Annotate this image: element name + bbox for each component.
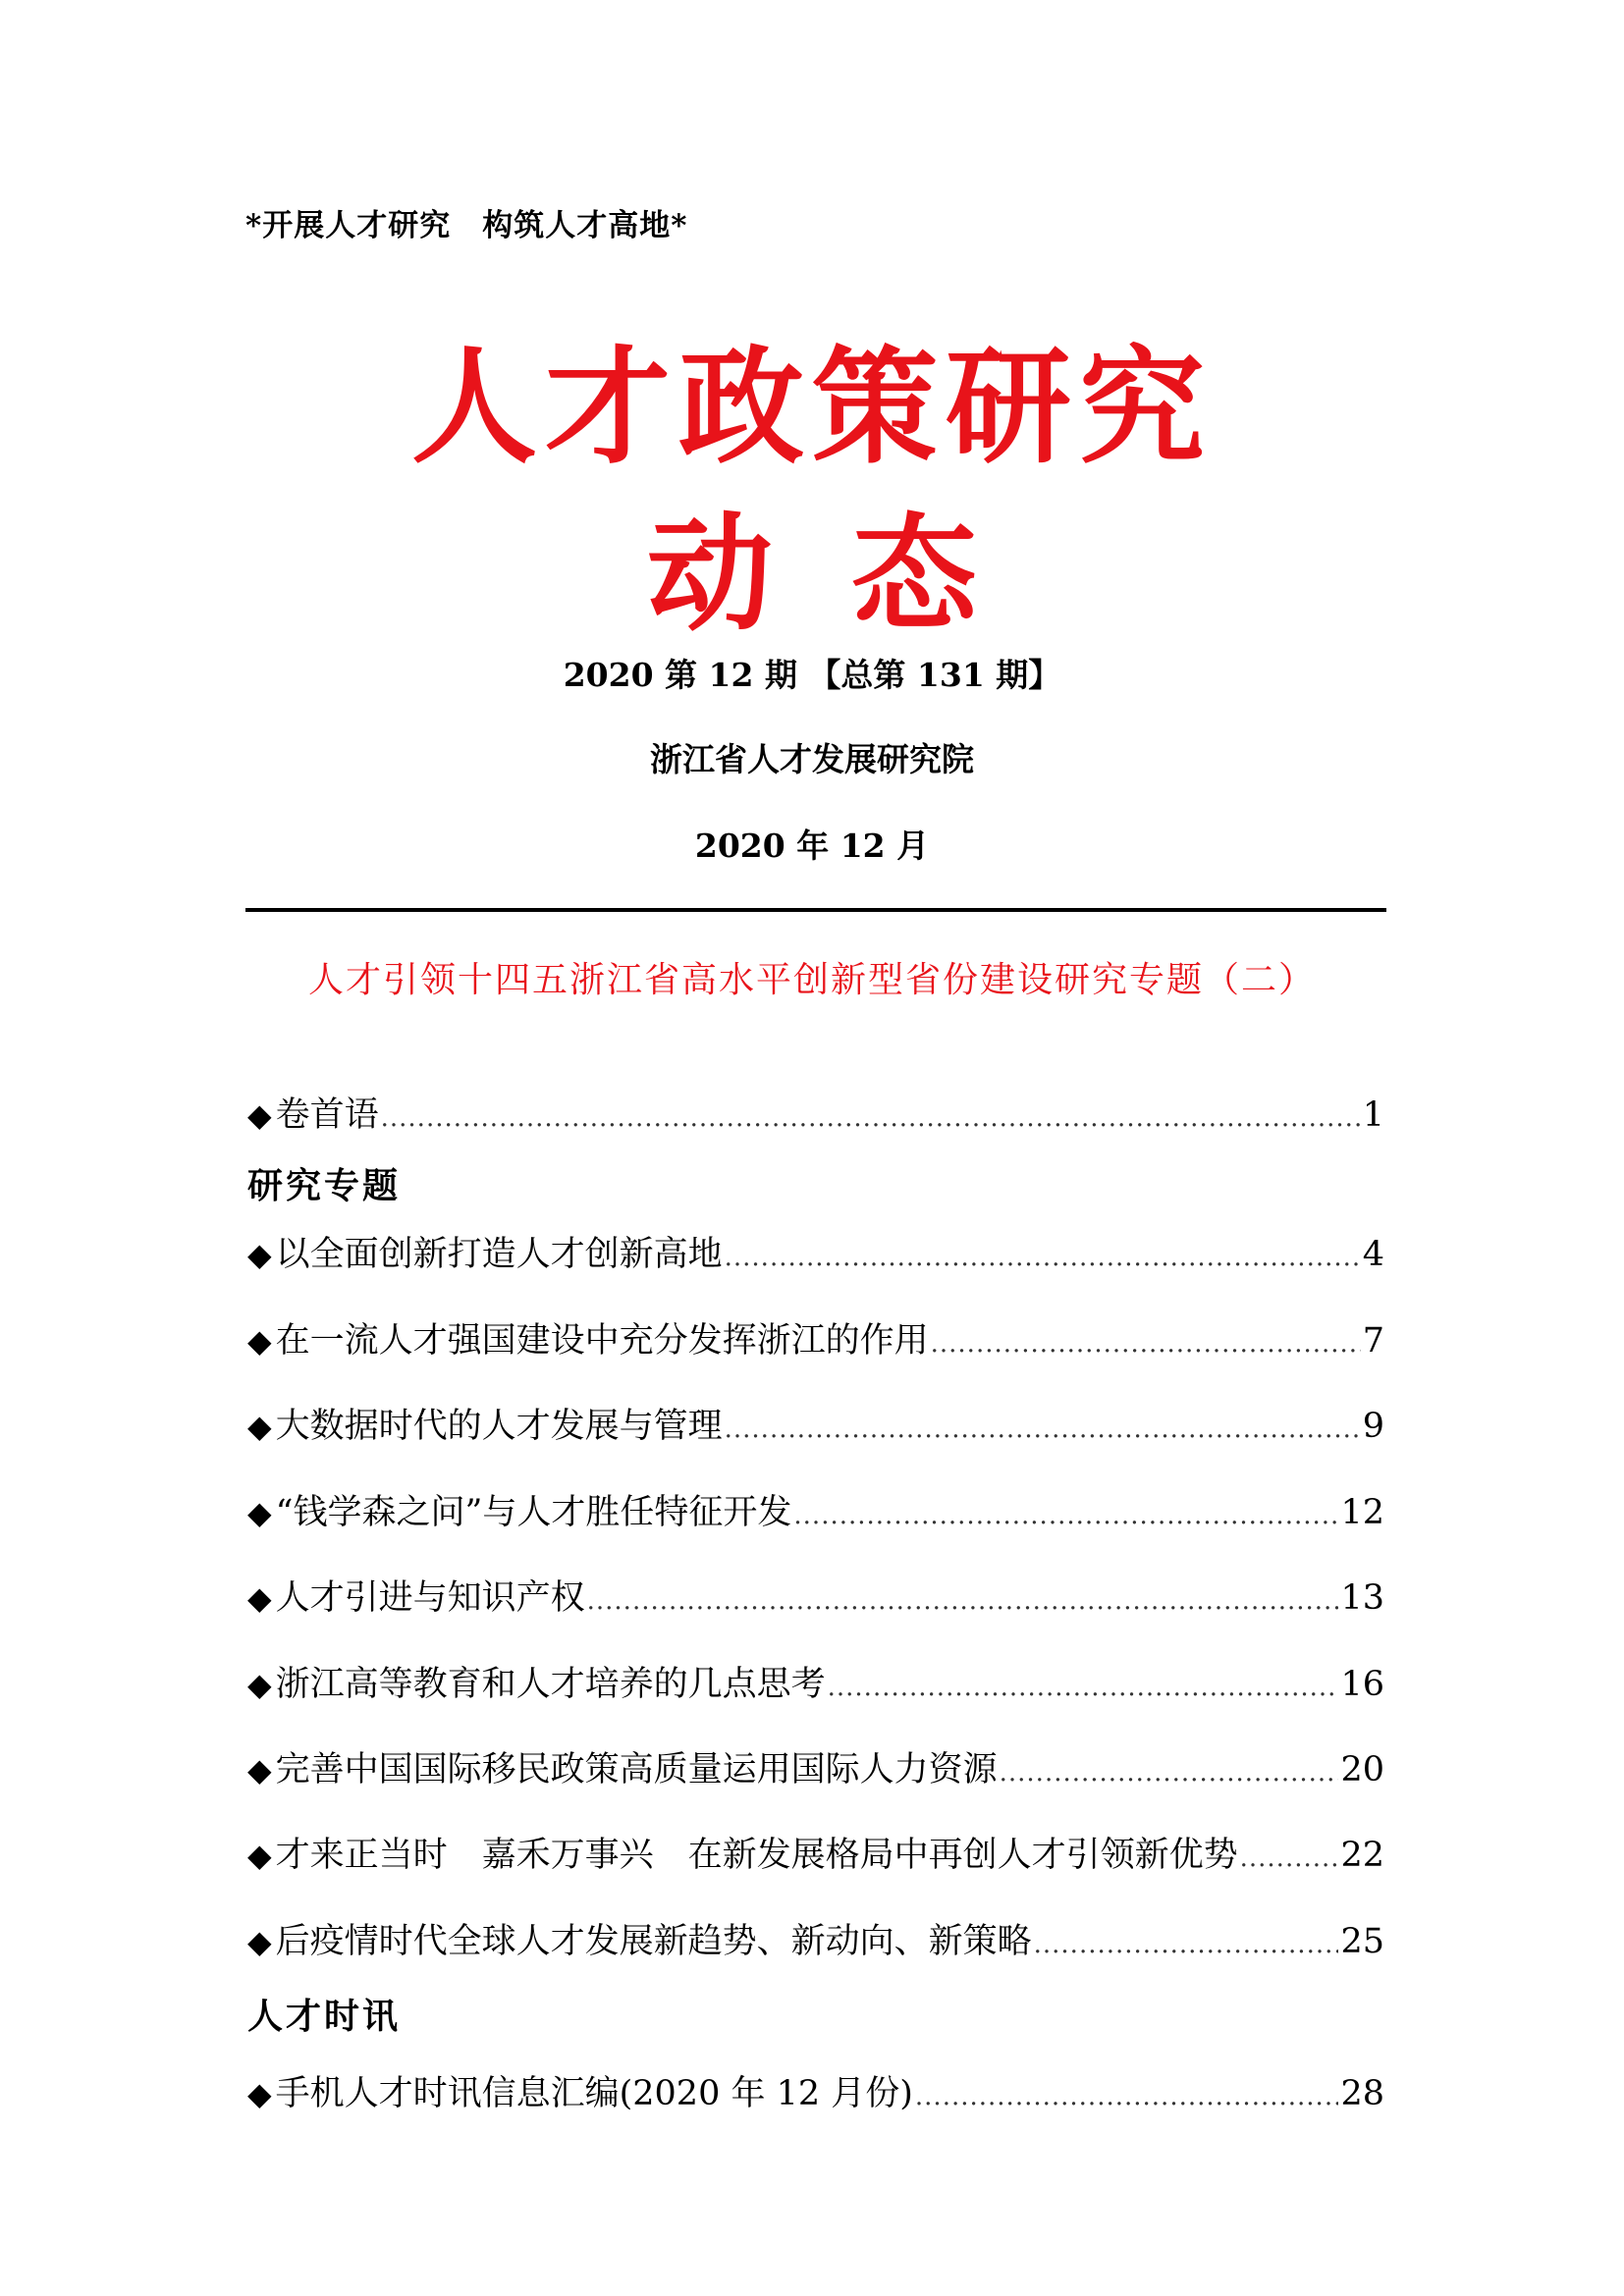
toc-entry-label: 后疫情时代全球人才发展新趋势、新动向、新策略 xyxy=(275,1922,1032,1961)
toc-entry-preface[interactable] xyxy=(247,1088,1384,1137)
toc-entry-page: 4 xyxy=(1362,1235,1384,1274)
section-heading-news: 人才时讯 xyxy=(247,1996,402,2037)
toc-entry-label: 才来正当时 嘉禾万事兴 在新发展格局中再创人才引领新优势 xyxy=(275,1836,1238,1875)
diamond-bullet-icon: ◆ xyxy=(247,2075,272,2112)
toc-entry[interactable] xyxy=(247,1914,1384,1963)
diamond-bullet-icon: ◆ xyxy=(247,1923,272,1960)
toc-entry-label: 人才引进与知识产权 xyxy=(275,1578,585,1618)
toc-entry-page: 25 xyxy=(1340,1922,1384,1961)
diamond-bullet-icon: ◆ xyxy=(247,1494,272,1531)
toc-entry[interactable] xyxy=(247,1227,1384,1276)
toc-entry[interactable] xyxy=(247,1485,1384,1534)
diamond-bullet-icon: ◆ xyxy=(247,1322,272,1360)
diamond-bullet-icon: ◆ xyxy=(247,1096,272,1134)
toc-entry[interactable] xyxy=(247,1571,1384,1620)
section-heading-research: 研究专题 xyxy=(247,1165,402,1206)
toc-entry-label: 以全面创新打造人才创新高地 xyxy=(275,1235,723,1274)
toc-entry-label: 手机人才时讯信息汇编(2020 年 12 月份) xyxy=(275,2074,913,2113)
toc-entry-page: 20 xyxy=(1340,1750,1384,1789)
diamond-bullet-icon: ◆ xyxy=(247,1408,272,1445)
toc-entry-page: 16 xyxy=(1340,1665,1384,1704)
dot-leader xyxy=(725,1243,1361,1272)
toc-entry-label: 卷首语 xyxy=(275,1095,379,1135)
toc-entry-page: 7 xyxy=(1362,1321,1384,1361)
toc-entry-label: “钱学森之问”与人才胜任特征开发 xyxy=(275,1493,792,1532)
toc-entry-page: 1 xyxy=(1362,1095,1384,1135)
toc-entry-page: 9 xyxy=(1362,1407,1384,1446)
dot-leader xyxy=(793,1501,1338,1530)
motto: *开展人才研究 构筑人才高地* xyxy=(245,208,688,243)
toc-entry[interactable] xyxy=(247,1828,1384,1877)
dot-leader xyxy=(381,1103,1361,1133)
toc-entry-label: 在一流人才强国建设中充分发挥浙江的作用 xyxy=(275,1321,929,1361)
organization-name: 浙江省人才发展研究院 xyxy=(650,740,974,778)
diamond-bullet-icon: ◆ xyxy=(247,1751,272,1789)
toc-entry-page: 12 xyxy=(1340,1493,1384,1532)
toc-entry-label: 完善中国国际移民政策高质量运用国际人力资源 xyxy=(275,1750,998,1789)
dot-leader xyxy=(1000,1758,1339,1788)
toc-entry[interactable] xyxy=(247,1657,1384,1706)
toc-entry-page: 22 xyxy=(1340,1836,1384,1875)
diamond-bullet-icon: ◆ xyxy=(247,1579,272,1617)
dot-leader xyxy=(931,1329,1361,1359)
toc-entry[interactable] xyxy=(247,1313,1384,1362)
toc-entry-page: 28 xyxy=(1340,2074,1384,2113)
toc-entry-page: 13 xyxy=(1340,1578,1384,1618)
topic-heading: 人才引领十四五浙江省高水平创新型省份建设研究专题（二） xyxy=(307,960,1316,1000)
publication-title: 人才政策研究 xyxy=(410,334,1213,481)
diamond-bullet-icon: ◆ xyxy=(247,1837,272,1874)
diamond-bullet-icon: ◆ xyxy=(247,1666,272,1703)
toc-entry-label: 浙江高等教育和人才培养的几点思考 xyxy=(275,1665,826,1704)
issue-number: 2020 第 12 期 【总第 131 期】 xyxy=(563,656,1061,694)
issue-date: 2020 年 12 月 xyxy=(694,827,930,865)
toc-entry[interactable] xyxy=(247,2066,1384,2115)
toc-entry[interactable] xyxy=(247,1399,1384,1448)
toc-entry-label: 大数据时代的人才发展与管理 xyxy=(275,1407,723,1446)
dot-leader xyxy=(587,1586,1339,1616)
horizontal-divider xyxy=(245,908,1386,912)
dot-leader xyxy=(1034,1930,1339,1959)
dot-leader xyxy=(725,1415,1361,1444)
publication-subtitle: 动态 xyxy=(646,501,1056,648)
toc-entry[interactable] xyxy=(247,1742,1384,1791)
diamond-bullet-icon: ◆ xyxy=(247,1236,272,1273)
dot-leader xyxy=(915,2082,1339,2111)
dot-leader xyxy=(1240,1843,1339,1873)
dot-leader xyxy=(828,1673,1339,1702)
